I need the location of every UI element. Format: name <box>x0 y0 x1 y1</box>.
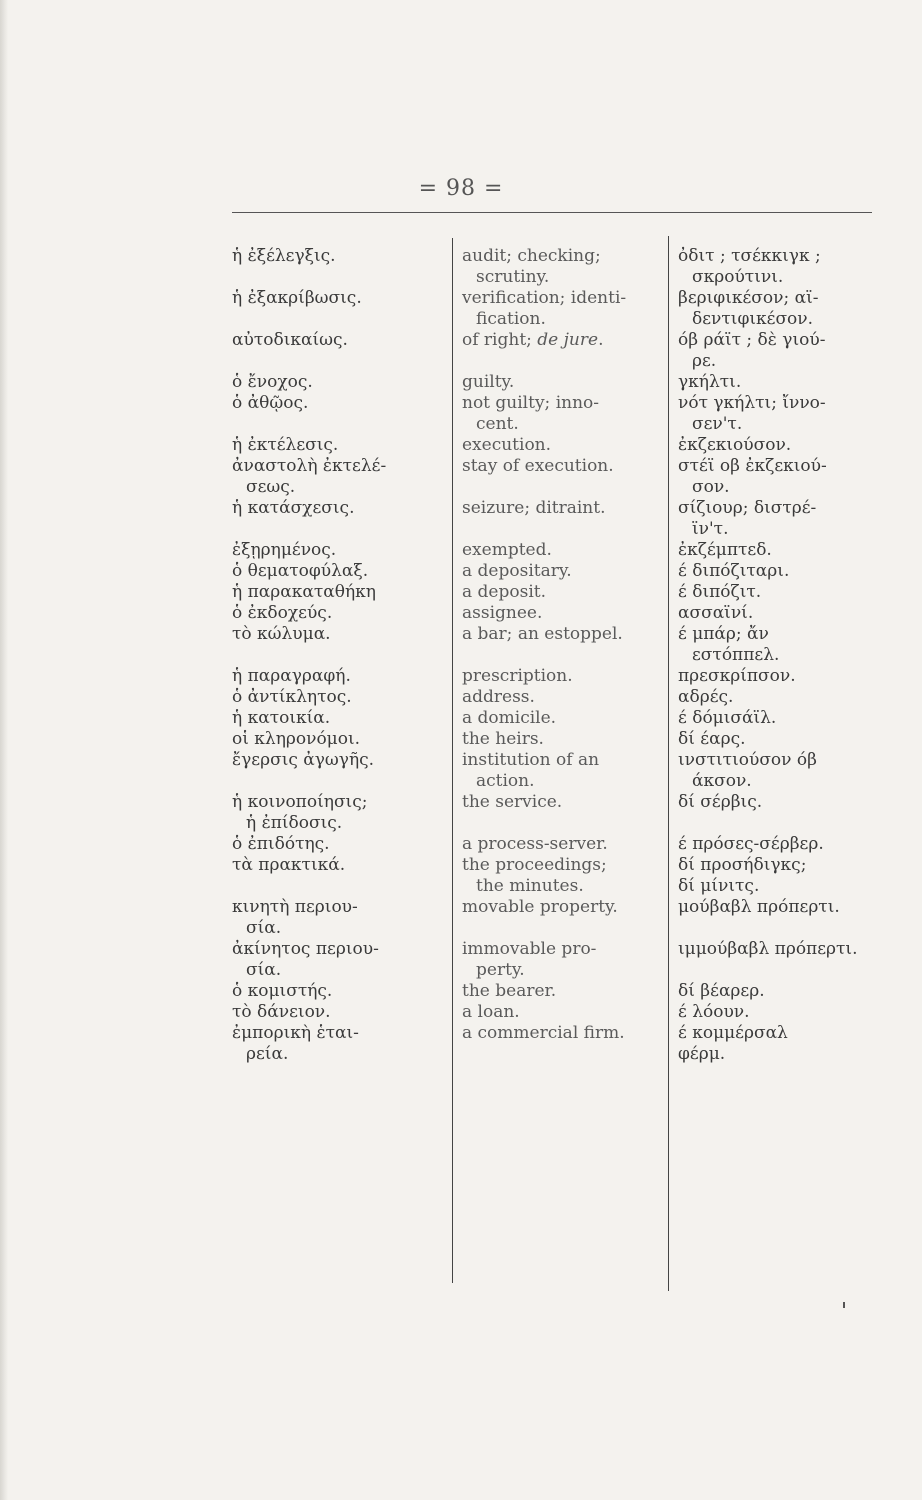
translit-row: σον. <box>692 477 730 497</box>
translit-row: δεντιφικέσον. <box>692 309 814 329</box>
greek-row <box>232 876 446 897</box>
translit-row: έ μπάρ; ἄν <box>678 624 769 644</box>
english-row: action. <box>476 771 535 791</box>
english-row: prescription. <box>462 666 573 686</box>
greek-row: ὁ ἀντίκλητος. <box>232 687 352 707</box>
translit-row: ἐκζεκιούσον. <box>678 435 792 455</box>
translit-row: έ διπόζιτ. <box>678 582 762 602</box>
greek-row: ἡ ἐξέλεγξις. <box>232 246 336 266</box>
greek-row: τὸ κώλυμα. <box>232 624 331 644</box>
english-row <box>462 645 662 666</box>
greek-row: ἡ ἐκτέλεσις. <box>232 435 339 455</box>
translit-row: ιμμούβαβλ πρόπερτι. <box>678 939 858 959</box>
english-row: the proceedings; <box>462 855 607 875</box>
english-row: address. <box>462 687 535 707</box>
english-row <box>462 918 662 939</box>
translit-row: έ πρόσες-σέρβερ. <box>678 834 824 854</box>
english-row: institution of an <box>462 750 600 770</box>
greek-row: ἡ κοινοποίησις; <box>232 792 368 812</box>
translit-row: σεν'τ. <box>692 414 743 434</box>
greek-row <box>232 309 446 330</box>
greek-row: κινητὴ περιου- <box>232 897 358 917</box>
translit-row: πρεσκρίπσον. <box>678 666 796 686</box>
translit-row <box>678 960 878 981</box>
translit-row: έ δόμισάϊλ. <box>678 708 777 728</box>
english-row: movable property. <box>462 897 618 917</box>
translit-row <box>678 813 878 834</box>
english-row <box>462 519 662 540</box>
translit-row: στέϊ οβ ἐκζεκιού- <box>678 456 827 476</box>
english-row: perty. <box>476 960 525 980</box>
translit-row: όβ ράϊτ ; δὲ γιού- <box>678 330 826 350</box>
greek-row: ἡ κατάσχεσις. <box>232 498 355 518</box>
english-row: audit; checking; <box>462 246 601 266</box>
greek-row: ὁ ἐκδοχεύς. <box>232 603 333 623</box>
translit-row: εστόππελ. <box>692 645 780 665</box>
english-row: the heirs. <box>462 729 544 749</box>
english-row: not guilty; inno- <box>462 393 600 413</box>
english-row <box>462 477 662 498</box>
greek-row: ἡ ἐξακρίβωσις. <box>232 288 362 308</box>
translit-row: δί προσήδιγκς; <box>678 855 807 875</box>
translit-row: ἐκζέμπτεδ. <box>678 540 772 560</box>
english-row: the bearer. <box>462 981 557 1001</box>
greek-term-column <box>232 246 446 1065</box>
greek-row: ἡ παρακαταθήκη <box>232 582 376 602</box>
english-row: guilty. <box>462 372 515 392</box>
english-row: the service. <box>462 792 563 812</box>
greek-row: ρεία. <box>246 1044 289 1064</box>
greek-row <box>232 645 446 666</box>
translit-row: σκρούτινι. <box>692 267 784 287</box>
greek-row: ἡ παραγραφή. <box>232 666 351 686</box>
translit-row: γκήλτι. <box>678 372 742 392</box>
english-row: a process-server. <box>462 834 608 854</box>
english-row: assignee. <box>462 603 543 623</box>
translit-row: μούβαβλ πρόπερτι. <box>678 897 840 917</box>
translit-row: ϊν'τ. <box>692 519 729 539</box>
translit-row: ρε. <box>692 351 717 371</box>
english-row: a loan. <box>462 1002 520 1022</box>
greek-row: σία. <box>246 918 282 938</box>
translit-row: δί έαρς. <box>678 729 746 749</box>
greek-row: σία. <box>246 960 282 980</box>
translit-row: έ διπόζιταρι. <box>678 561 790 581</box>
column-divider-1 <box>452 238 453 1283</box>
translit-row: βεριφικέσον; αϊ- <box>678 288 819 308</box>
greek-row: ἔγερσις ἀγωγῆς. <box>232 750 375 770</box>
greek-row: ἡ ἐπίδοσις. <box>246 813 343 833</box>
english-translation-column <box>462 246 662 1065</box>
english-row: a domicile. <box>462 708 557 728</box>
english-row: of right; de jure. <box>462 330 604 350</box>
english-row <box>462 351 662 372</box>
greek-row <box>232 519 446 540</box>
greek-row: τὰ πρακτικά. <box>232 855 346 875</box>
translit-row <box>678 918 878 939</box>
translit-row: δί σέρβις. <box>678 792 763 812</box>
english-row: seizure; ditraint. <box>462 498 606 518</box>
english-row: cent. <box>476 414 519 434</box>
english-row: verification; identi- <box>462 288 627 308</box>
english-row: immovable pro- <box>462 939 597 959</box>
page-number: = 98 = <box>418 176 504 201</box>
greek-row: ὁ κομιστής. <box>232 981 333 1001</box>
translit-row: νότ γκήλτι; ἴννο- <box>678 393 826 413</box>
translit-row: δί βέαρερ. <box>678 981 765 1001</box>
english-row: scrutiny. <box>476 267 550 287</box>
greek-row <box>232 771 446 792</box>
greek-row <box>232 414 446 435</box>
header-rule <box>232 212 872 213</box>
column-divider-2 <box>668 236 669 1291</box>
greek-row: ἡ κατοικία. <box>232 708 331 728</box>
translit-row: ασσαϊνί. <box>678 603 754 623</box>
greek-row: ἀκίνητος περιου- <box>232 939 379 959</box>
greek-row <box>232 351 446 372</box>
english-row: execution. <box>462 435 552 455</box>
greek-row: σεως. <box>246 477 296 497</box>
greek-row: ὁ ἔνοχος. <box>232 372 313 392</box>
greek-row: αὐτοδικαίως. <box>232 330 348 350</box>
english-row <box>462 813 662 834</box>
page-edge-shadow <box>0 0 8 1500</box>
english-row: exempted. <box>462 540 552 560</box>
greek-row: τὸ δάνειον. <box>232 1002 331 1022</box>
english-row: a commercial firm. <box>462 1023 625 1043</box>
english-row: stay of execution. <box>462 456 614 476</box>
english-row: fication. <box>476 309 546 329</box>
english-row: a depositary. <box>462 561 572 581</box>
translit-row: δί μίνιτς. <box>678 876 760 896</box>
translit-row: έ λόουν. <box>678 1002 750 1022</box>
english-row: a deposit. <box>462 582 546 602</box>
greek-row: ἐμπορικὴ ἑται- <box>232 1023 359 1043</box>
english-row: a bar; an estoppel. <box>462 624 623 644</box>
greek-row <box>232 267 446 288</box>
translit-row: σίζιουρ; διστρέ- <box>678 498 817 518</box>
ink-mark <box>843 1302 845 1308</box>
english-row: the minutes. <box>476 876 584 896</box>
greek-row: ἀναστολὴ ἐκτελέ- <box>232 456 387 476</box>
greek-row: οἱ κληρονόμοι. <box>232 729 361 749</box>
english-row <box>462 1044 662 1065</box>
transliteration-column <box>678 246 878 1065</box>
translit-row: φέρμ. <box>678 1044 726 1064</box>
greek-row: ὁ ἐπιδότης. <box>232 834 330 854</box>
greek-row: ἐξῃρημένος. <box>232 540 337 560</box>
translit-row: αδρές. <box>678 687 734 707</box>
greek-row: ὁ ἀθῷος. <box>232 393 309 413</box>
translit-row: ὀδιτ ; τσέκκιγκ ; <box>678 246 821 266</box>
translit-row: άκσον. <box>692 771 752 791</box>
translit-row: ινστιτιούσον όβ <box>678 750 817 770</box>
translit-row: έ κομμέρσαλ <box>678 1023 788 1043</box>
greek-row: ὁ θεματοφύλαξ. <box>232 561 369 581</box>
